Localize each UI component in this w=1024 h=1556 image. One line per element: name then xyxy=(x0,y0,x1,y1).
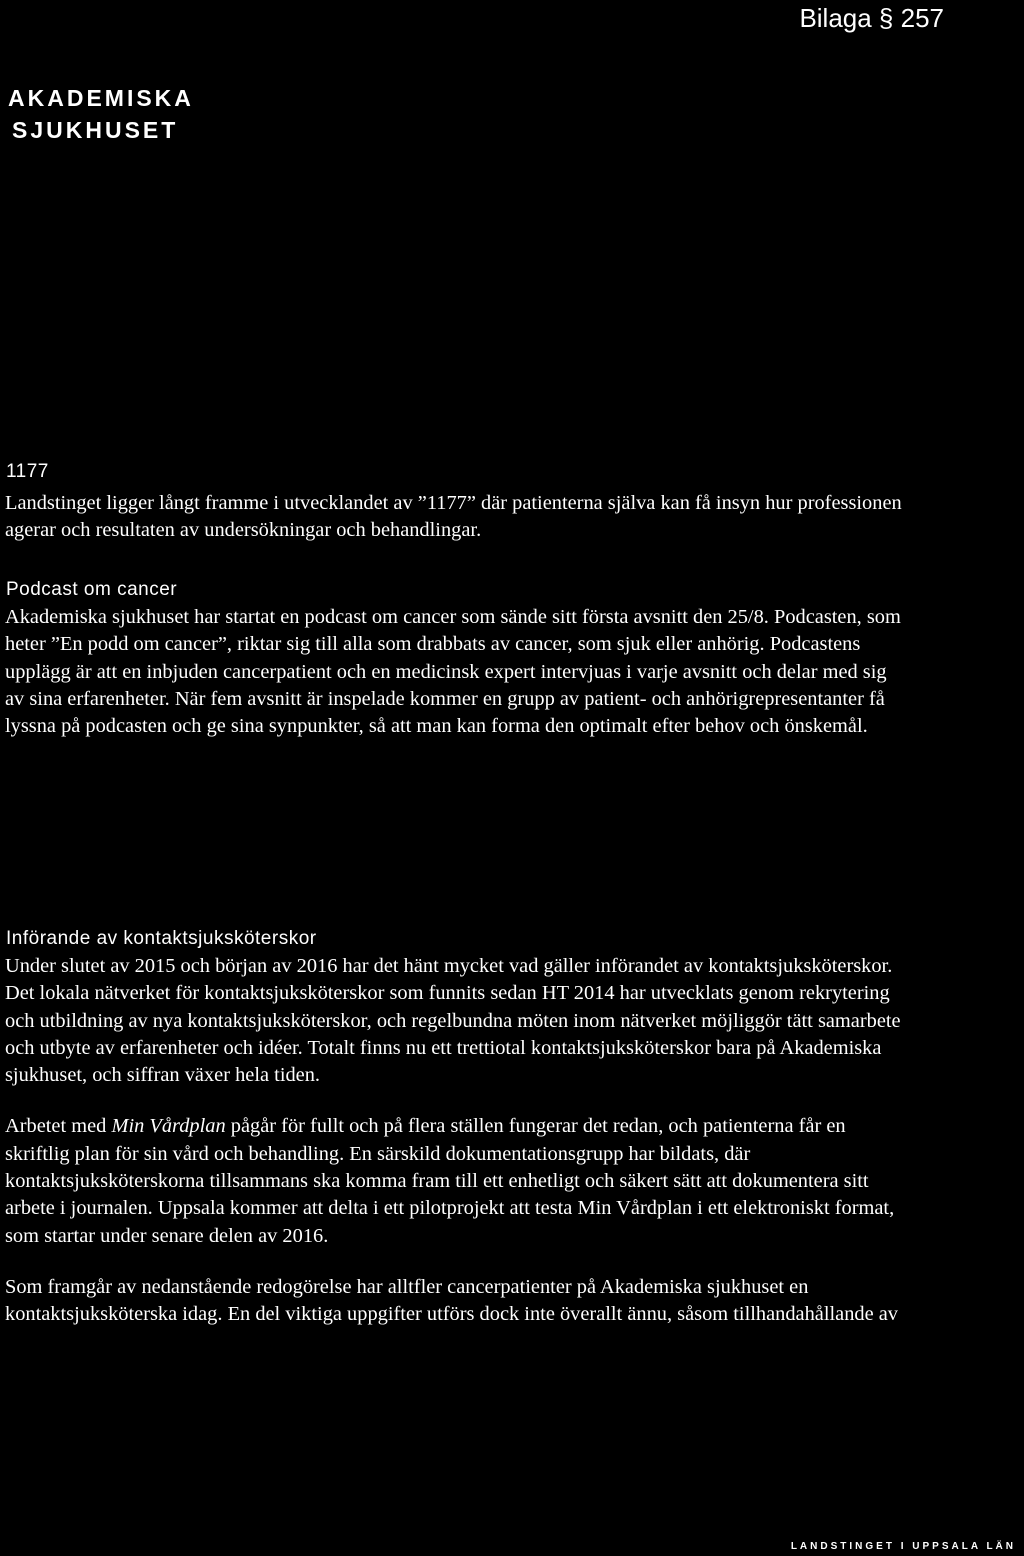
text-line: kontaktsjuksköterskorna tillsammans ska komma fram till ett enhetligt och säkert sätt att dokumentera sitt xyxy=(5,1170,869,1193)
text-line: heter ”En podd om cancer”, riktar sig till alla som drabbats av cancer, som sjuk eller anhörig. Podcastens xyxy=(5,633,861,656)
paragraph xyxy=(5,604,1021,740)
section-heading: 1177 xyxy=(6,461,49,482)
section-1177 xyxy=(5,460,1021,545)
section-kontaktsjukskoterskor xyxy=(5,927,1021,1329)
logo-line-2: SJUKHUSET xyxy=(12,117,179,143)
text-line: Landstinget ligger långt framme i utvecklandet av ”1177” där patienterna själva kan få insyn hur professionen xyxy=(5,492,902,514)
appendix-label: Bilaga § 257 xyxy=(799,3,944,33)
text-line: Som framgår av nedanstående redogörelse har alltfler cancerpatienter på Akademiska sjukhuset en xyxy=(5,1275,809,1298)
text-line: Akademiska sjukhuset har startat en podcast om cancer som sände sitt första avsnitt den 25/8. Podcasten, som xyxy=(5,606,901,628)
footer-organization: LANDSTINGET I UPPSALA LÄN xyxy=(790,1541,1016,1552)
text-fragment: pågår för fullt och på flera ställen fungerar det redan, och patienterna får en xyxy=(225,1115,846,1138)
section-heading: Podcast om cancer xyxy=(6,579,178,600)
logo xyxy=(8,82,194,146)
text-line: agerar och resultaten av undersökningar och behandlingar. xyxy=(5,519,482,542)
text-line: Under slutet av 2015 och början av 2016 har det hänt mycket vad gäller införandet av kontaktsjuksköterskor. xyxy=(5,955,893,977)
text-line xyxy=(5,1113,1021,1140)
paragraph xyxy=(5,1274,1021,1329)
text-line: sjukhuset, och siffran växer hela tiden. xyxy=(5,1064,321,1087)
text-line: lyssna på podcasten och ge sina synpunkter, så att man kan forma den optimalt efter behov och önskemål. xyxy=(5,715,868,738)
paragraph xyxy=(5,490,1021,545)
text-line: skriftlig plan för sin vård och behandling. En särskild dokumentationsgrupp har bildats, där xyxy=(5,1142,751,1165)
text-line: och utbildning av nya kontaktsjuksköterskor, och regelbundna möten inom nätverket möjliggör tätt samarbete xyxy=(5,1009,901,1032)
text-line: av sina erfarenheter. När fem avsnitt är inspelade kommer en grupp av patient- och anhörigrepresentanter få xyxy=(5,687,885,710)
emphasis-min-vardplan: Min Vårdplan xyxy=(111,1115,226,1138)
text-line: och utbyte av erfarenheter och idéer. Totalt finns nu ett trettiotal kontaktsjuksköterskor bara på Akademiska xyxy=(5,1036,882,1059)
text-line: upplägg är att en inbjuden cancerpatient och en medicinsk expert intervjuas i varje avsnitt och delar med sig xyxy=(5,660,887,683)
section-podcast xyxy=(5,578,1021,740)
text-line: kontaktsjuksköterska idag. En del viktiga uppgifter utförs dock inte överallt ännu, såsom tillhandahållande av xyxy=(5,1303,899,1326)
paragraph xyxy=(5,1113,1021,1249)
text-line: Det lokala nätverket för kontaktsjuksköterskor som funnits sedan HT 2014 har utvecklats genom rekrytering xyxy=(5,982,890,1005)
paragraph xyxy=(5,953,1021,1089)
text-line: som startar under senare delen av 2016. xyxy=(5,1224,329,1247)
text-line: arbete i journalen. Uppsala kommer att delta i ett pilotprojekt att testa Min Vårdplan i ett elektroniskt format, xyxy=(5,1197,895,1220)
section-heading: Införande av kontaktsjuksköterskor xyxy=(6,928,317,949)
logo-line-1: AKADEMISKA xyxy=(8,85,194,111)
text-fragment: Arbetet med xyxy=(5,1115,112,1138)
